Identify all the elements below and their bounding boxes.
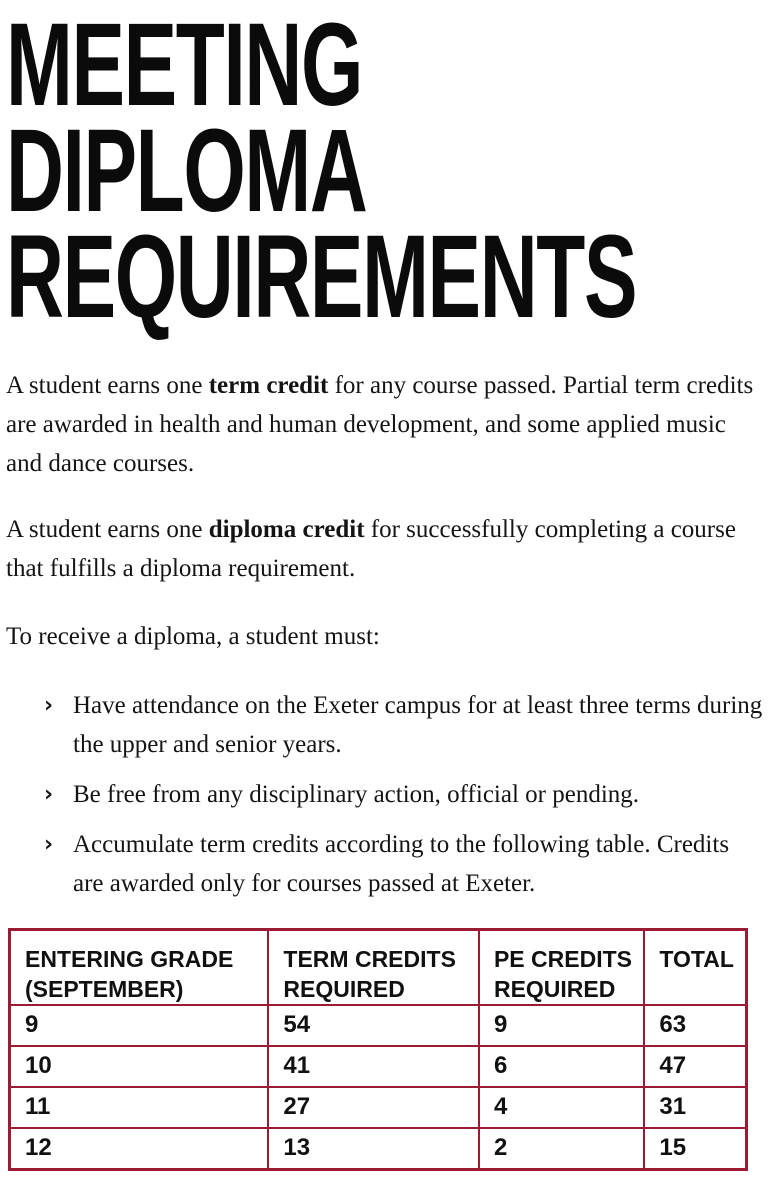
requirements-intro: To receive a diploma, a student must: [6, 623, 380, 650]
column-header-term-credits: TERM CREDITS REQUIRED [268, 930, 479, 1006]
table-cell: 15 [644, 1128, 746, 1169]
table-cell: 41 [268, 1046, 479, 1087]
paragraph-text: for successfully completing a course that fulfills a diploma requirement. [6, 516, 736, 582]
table-cell: 47 [644, 1046, 746, 1087]
list-item-text: Be free from any disciplinary action, official or pending. [73, 781, 640, 808]
term-credit-paragraph [6, 366, 766, 483]
chevron-right-icon: › [44, 782, 54, 807]
diploma-credit-term: diploma credit [208, 516, 365, 543]
title-line: DIPLOMA [6, 105, 367, 237]
term-credit-term: term credit [208, 372, 329, 399]
table-row [10, 1128, 747, 1169]
chevron-right-icon: › [44, 832, 54, 857]
table-cell: 63 [644, 1005, 746, 1046]
table-cell: 54 [268, 1005, 479, 1046]
paragraph-text: for any course passed. Partial term credits are awarded in health and human development, and some applied music and dance courses. [6, 372, 754, 477]
table-row [10, 1005, 747, 1046]
list-item [44, 686, 764, 764]
list-item [44, 825, 764, 903]
title-line: REQUIREMENTS [6, 211, 637, 343]
table-cell: 10 [10, 1046, 269, 1087]
table-cell: 9 [10, 1005, 269, 1046]
table-row [10, 1046, 747, 1087]
list-item-text: Have attendance on the Exeter campus for at least three terms during the upper and senior years. [73, 692, 763, 758]
table-cell: 4 [479, 1087, 644, 1128]
diploma-credit-paragraph [6, 510, 766, 588]
table-cell: 9 [479, 1005, 644, 1046]
column-header-pe-credits: PE CREDITS REQUIRED [479, 930, 644, 1006]
table-cell: 27 [268, 1087, 479, 1128]
table-cell: 13 [268, 1128, 479, 1169]
page-title [6, 0, 637, 343]
credits-table [8, 928, 748, 1171]
table-cell: 12 [10, 1128, 269, 1169]
column-header-total: TOTAL [644, 930, 746, 1006]
table-header-row [10, 930, 747, 1006]
table-cell: 11 [10, 1087, 269, 1128]
table-row [10, 1087, 747, 1128]
title-line: MEETING [6, 0, 363, 131]
paragraph-text: A student earns one [6, 372, 209, 399]
table-cell: 2 [479, 1128, 644, 1169]
paragraph-text: A student earns one [6, 516, 209, 543]
table-cell: 31 [644, 1087, 746, 1128]
column-header-entering-grade: ENTERING GRADE (SEPTEMBER) [10, 930, 269, 1006]
list-item [44, 775, 764, 814]
list-item-text: Accumulate term credits according to the following table. Credits are awarded only for courses passed at Exeter. [73, 831, 730, 897]
chevron-right-icon: › [44, 693, 54, 718]
table-cell: 6 [479, 1046, 644, 1087]
requirements-list [44, 686, 764, 914]
